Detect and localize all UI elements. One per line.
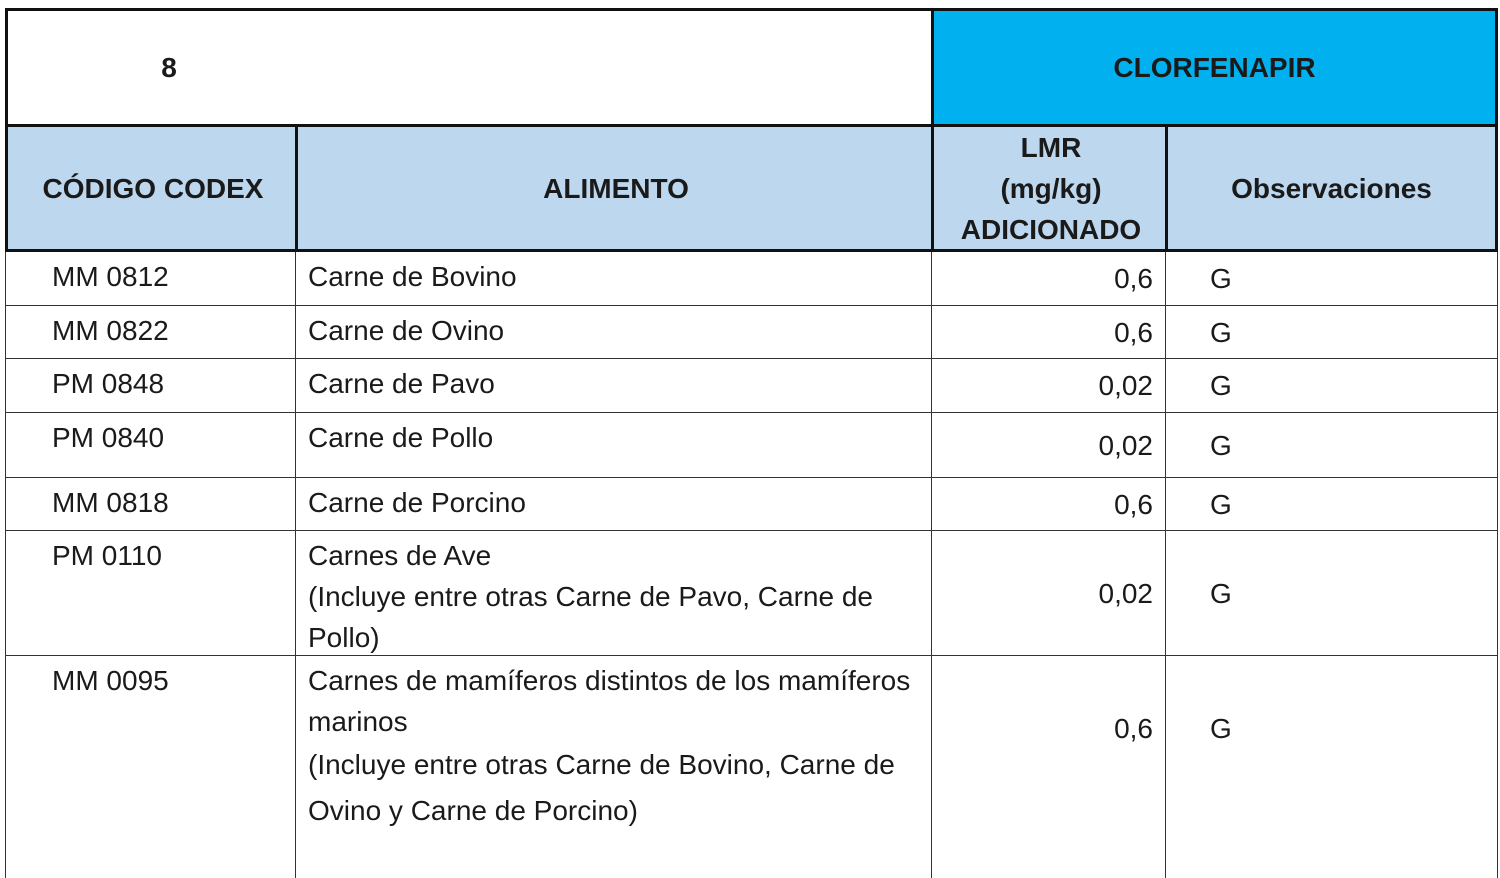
codex-code: MM 0822	[5, 306, 295, 358]
food-name-cell	[295, 413, 931, 477]
observation	[1165, 478, 1498, 530]
table-row	[5, 656, 1498, 878]
substance-name-cell	[931, 8, 1498, 127]
lmr-value	[931, 359, 1165, 412]
lmr-value	[931, 531, 1165, 655]
codex-code: PM 0848	[5, 359, 295, 412]
header-alimento	[295, 124, 934, 252]
codex-code: MM 0812	[5, 252, 295, 305]
food-name: Carne de Porcino	[308, 487, 526, 518]
observation-text: G	[1210, 316, 1232, 348]
observation-text: G	[1210, 488, 1232, 520]
table-number-cell	[5, 8, 934, 127]
lmr-value	[931, 413, 1165, 477]
observation	[1165, 656, 1498, 878]
food-note: (Incluye entre otras Carne de Bovino, Carne de Ovino y Carne de Porcino)	[308, 749, 895, 826]
header-observaciones-label: Observaciones	[1231, 172, 1432, 204]
lmr-value-text: 0,02	[1098, 429, 1153, 461]
header-lmr	[931, 124, 1168, 252]
food-name-cell	[295, 478, 931, 530]
header-codex-label: CÓDIGO CODEX	[42, 172, 264, 204]
food-name-cell	[295, 656, 931, 878]
header-lmr-label: LMR (mg/kg) ADICIONADO	[960, 131, 1142, 245]
food-name: Carne de Pollo	[308, 422, 494, 453]
food-name-cell	[295, 531, 931, 655]
table-row	[5, 306, 1498, 359]
table-row	[5, 252, 1498, 306]
observation	[1165, 413, 1498, 477]
lmr-value	[931, 306, 1165, 358]
lmr-value-text: 0,6	[1114, 713, 1153, 744]
lmr-value-text: 0,6	[1114, 316, 1153, 348]
food-name: Carne de Bovino	[308, 261, 517, 292]
table-row	[5, 478, 1498, 531]
food-name-cell	[295, 306, 931, 358]
food-name: Carnes de Ave	[308, 540, 492, 571]
header-observaciones	[1165, 124, 1498, 252]
observation	[1165, 252, 1498, 305]
codex-code: MM 0818	[5, 478, 295, 530]
codex-code: PM 0840	[5, 413, 295, 477]
observation-text: G	[1210, 370, 1232, 401]
header-codex	[5, 124, 298, 252]
observation	[1165, 531, 1498, 655]
table-row	[5, 359, 1498, 413]
lmr-value	[931, 478, 1165, 530]
codex-code: PM 0110	[5, 531, 295, 655]
observation	[1165, 359, 1498, 412]
table-number: 8	[161, 51, 177, 83]
food-name-cell	[295, 359, 931, 412]
lmr-value-text: 0,6	[1114, 263, 1153, 294]
lmr-value-text: 0,02	[1098, 577, 1153, 609]
lmr-value-text: 0,6	[1114, 488, 1153, 520]
lmr-value	[931, 252, 1165, 305]
table-row	[5, 531, 1498, 656]
observation-text: G	[1210, 263, 1232, 294]
substance-name: CLORFENAPIR	[1113, 51, 1316, 83]
lmr-value-text: 0,02	[1098, 370, 1153, 401]
food-note: (Incluye entre otras Carne de Pavo, Carne de Pollo)	[308, 581, 873, 653]
lmr-value	[931, 656, 1165, 878]
codex-code: MM 0095	[5, 656, 295, 878]
table-row	[5, 413, 1498, 478]
observation-text: G	[1210, 577, 1232, 609]
header-alimento-label: ALIMENTO	[543, 172, 689, 204]
food-name-cell	[295, 252, 931, 305]
observation-text: G	[1210, 429, 1232, 461]
food-name: Carnes de mamíferos distintos de los mamíferos marinos	[308, 665, 911, 737]
observation	[1165, 306, 1498, 358]
food-name: Carne de Pavo	[308, 368, 495, 399]
food-name: Carne de Ovino	[308, 315, 505, 346]
observation-text: G	[1210, 713, 1232, 744]
